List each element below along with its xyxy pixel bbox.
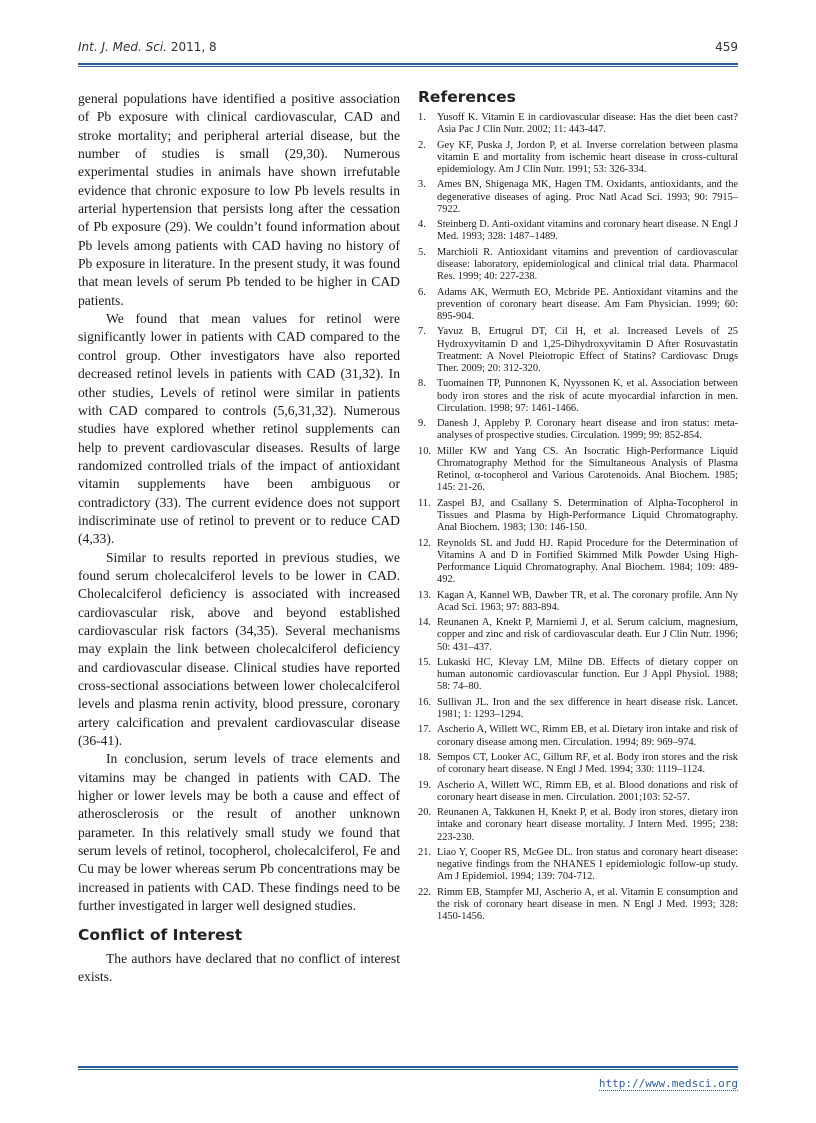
- reference-number: 6.: [418, 286, 426, 298]
- references-column: [418, 88, 738, 927]
- reference-item: [418, 418, 738, 442]
- references-list: [418, 112, 738, 923]
- reference-item: [418, 378, 738, 415]
- reference-item: [418, 140, 738, 177]
- reference-item: [418, 112, 738, 136]
- reference-number: 4.: [418, 219, 426, 231]
- reference-item: [418, 807, 738, 844]
- reference-item: [418, 697, 738, 721]
- references-heading: References: [418, 88, 516, 106]
- conflict-text: The authors have declared that no conflict of interest exists.: [78, 950, 400, 985]
- reference-item: [418, 219, 738, 243]
- reference-item: [418, 498, 738, 535]
- reference-number: 14.: [418, 617, 431, 629]
- body-paragraph-4: In conclusion, serum levels of trace elements and vitamins may be changed in patients with CAD. The higher or lower levels may be both a cause and effect of atherosclerosis or the result of another unknown parameter. In this relatively small study we found that serum levels of retinol, tocopherol, cholecalciferol, Fe and Cu may be lower whereas serum Pb concentrations may be increased in patients with CAD. These findings need to be further investigated in larger well designed studies.: [78, 751, 400, 914]
- reference-text: Ascherio A, Willett WC, Rimm EB, et al. Dietary iron intake and risk of coronary disease among men. Circulation. 1994; 89: 969–974.: [437, 724, 738, 748]
- reference-text: Tuomainen TP, Punnonen K, Nyyssonen K, et al. Association between body iron stores and the risk of acute myocardial infarction in men. Circulation. 1998; 97: 1461-1466.: [437, 378, 738, 414]
- reference-text: Reynolds SL and Judd HJ. Rapid Procedure for the Determination of Vitamins A and D in Fortified Skimmed Milk Powder Using High-Performance Liquid Chromatography. Anal Biochem. 1984; 109: 489-492.: [437, 537, 738, 586]
- journal-website-link[interactable]: http://www.medsci.org: [598, 1077, 738, 1090]
- reference-number: 16.: [418, 696, 431, 708]
- reference-number: 13.: [418, 589, 431, 601]
- header-rule: [78, 63, 738, 67]
- body-paragraph-2: We found that mean values for retinol were significantly lower in patients with CAD compared to the control group. Other investigators have also reported decreased retinol levels in patients with CAD (31,32). In other studies, Levels of retinol were similar in patients with CAD compared to controls (5,6,31,32). Numerous studies have explored whether retinol supplements can help to prevent cardiovascular diseases. Results of large randomized controlled trials of the impact of antioxidant vitamin supplements have been ambiguous or contradictory (33). The current evidence does not support indiscriminate use of retinol to prevent or to reduce CAD (4,33).: [78, 311, 400, 547]
- left-column: [78, 90, 400, 987]
- reference-text: Reunanen A, Knekt P, Marniemi J, et al. Serum calcium, magnesium, copper and zinc and risk of cardiovascular death. Eur J Clin Nutr. 1996; 50: 431–437.: [437, 617, 738, 653]
- reference-number: 10.: [418, 445, 431, 457]
- reference-number: 19.: [418, 779, 431, 791]
- reference-number: 18.: [418, 751, 431, 763]
- reference-number: 9.: [418, 418, 426, 430]
- reference-item: [418, 247, 738, 284]
- body-paragraph-3: Similar to results reported in previous studies, we found serum cholecalciferol levels to be lower in CAD. Cholecalciferol deficiency is associated with increased cardiovascular risk, above and beyond established cardiovascular risk factors (34,35). Several mechanisms may explain the link between cholecalciferol deficiency and cardiovascular disease. Clinical studies have reported cross-sectional associations between lower cholecalciferol levels and plasma renin activity, blood pressure, coronary artery calcification and prevalent cardiovascular disease (36-41).: [78, 549, 400, 749]
- reference-item: [418, 780, 738, 804]
- reference-item: [418, 617, 738, 654]
- reference-item: [418, 326, 738, 375]
- reference-number: 8.: [418, 378, 426, 390]
- reference-number: 20.: [418, 807, 431, 819]
- reference-item: [418, 887, 738, 924]
- reference-text: Rimm EB, Stampfer MJ, Ascherio A, et al. Vitamin E consumption and the risk of coronary heart disease in men. N Engl J Med. 1993; 328: 1450-1456.: [437, 886, 738, 923]
- reference-text: Marchioli R. Antioxidant vitamins and prevention of cardiovascular disease: laboratory, epidemiological and clinical trial data. Pharmacol Res. 1999; 40: 227-238.: [437, 246, 738, 283]
- reference-text: Yusoff K. Vitamin E in cardiovascular disease: Has the diet been cast? Asia Pac J Clin Nutr. 2002; 11: 443-447.: [437, 112, 738, 136]
- reference-text: Kagan A, Kannel WB, Dawber TR, et al. The coronary profile. Ann Ny Acad Sci. 1963; 97: 883-894.: [437, 589, 738, 613]
- reference-text: Sempos CT, Looker AC, Gillum RF, et al. Body iron stores and the risk of coronary heart disease. N Engl J Med. 1994; 330: 1119–1124.: [437, 751, 738, 776]
- reference-number: 17.: [418, 724, 431, 736]
- page-number: 459: [715, 40, 738, 54]
- reference-number: 11.: [418, 497, 431, 509]
- body-paragraph-1: general populations have identified a positive association of Pb exposure with clinical cardiovascular, CAD and stroke mortality; and peripheral arterial disease, but the number of studies is small (29,30). Numerous experimental studies in animals have shown irrefutable evidence that chronic exposure to low Pb levels results in arterial hypertension that persists long after the cessation of Pb exposure (29). We couldn’t found information about Pb levels among patients with CAD having no history of Pb exposure in literature. In the present study, it was found that mean levels of serum Pb tended to be higher in CAD patients.: [78, 91, 400, 308]
- journal-name: Int. J. Med. Sci.: [78, 40, 167, 54]
- reference-text: Adams AK, Wermuth EO, Mcbride PE. Antioxidant vitamins and the prevention of coronary heart disease. Am Fam Physician. 1999; 60: 895-904.: [437, 286, 738, 322]
- reference-number: 22.: [418, 886, 431, 898]
- journal-citation: [78, 40, 217, 54]
- reference-number: 5.: [418, 246, 426, 258]
- journal-year-volume: 2011, 8: [167, 40, 217, 54]
- reference-text: Miller KW and Yang CS. An Isocratic High-Performance Liquid Chromatography Method for the Simultaneous Analysis of Plasma Retinol, α-tocopherol and Various Carotenoids. Anal Biochem. 1985; 145: 21-26.: [437, 445, 738, 494]
- reference-text: Steinberg D. Anti-oxidant vitamins and coronary heart disease. N Engl J Med. 1993; 328: 1487–1489.: [437, 219, 738, 243]
- conflict-heading: Conflict of Interest: [78, 926, 243, 945]
- reference-text: Reunanen A, Takkunen H, Knekt P, et al. Body iron stores, dietary iron intake and coronary heart disease mortality. J Intern Med. 1995; 238: 223-230.: [437, 807, 738, 843]
- page-header: [78, 40, 738, 60]
- reference-item: [418, 752, 738, 776]
- reference-number: 1.: [418, 112, 426, 123]
- reference-number: 15.: [418, 656, 431, 668]
- reference-item: [418, 538, 738, 587]
- reference-number: 3.: [418, 179, 426, 191]
- reference-item: [418, 287, 738, 324]
- reference-item: [418, 657, 738, 694]
- reference-text: Lukaski HC, Klevay LM, Milne DB. Effects of dietary copper on human autonomic cardiovascular function. Eur J Appl Physiol. 1988; 58: 74–80.: [437, 656, 738, 693]
- reference-text: Zaspel BJ, and Csallany S. Determination of Alpha-Tocopherol in Tissues and Plasma by High-Performance Liquid Chromatography. Anal Biochem. 1983; 130: 146-150.: [437, 497, 738, 534]
- reference-text: Gey KF, Puska J, Jordon P, et al. Inverse correlation between plasma vitamin E and mortality from ischemic heart disease in cross-cultural epidemiology. Am J Clin Nutr. 1991; 53: 326-334.: [437, 139, 738, 175]
- reference-item: [418, 446, 738, 495]
- footer-rule: [78, 1066, 738, 1070]
- reference-number: 7.: [418, 326, 426, 338]
- reference-item: [418, 179, 738, 216]
- reference-number: 12.: [418, 537, 431, 549]
- reference-item: [418, 847, 738, 884]
- reference-number: 21.: [418, 846, 431, 858]
- reference-text: Yavuz B, Ertugrul DT, Cil H, et al. Increased Levels of 25 Hydroxyvitamin D and 1,25-Dihydroxyvitamin D After Rosuvastatin Treatment: A Novel Pleiotropic Effect of Statins? Cardiovasc Drugs Ther. 2009; 20: 312-320.: [437, 326, 738, 374]
- reference-text: Liao Y, Cooper RS, McGee DL. Iron status and coronary heart disease: negative findings from the NHANES I epidemiologic follow-up study. Am J Epidemiol. 1994; 139: 704-712.: [437, 846, 738, 883]
- reference-text: Sullivan JL. Iron and the sex difference in heart disease risk. Lancet. 1981; 1: 1293–1294.: [437, 696, 738, 720]
- reference-text: Danesh J, Appleby P. Coronary heart disease and iron status: meta-analyses of prospective studies. Circulation. 1999; 99: 852-854.: [437, 418, 738, 442]
- reference-item: [418, 724, 738, 748]
- reference-text: Ames BN, Shigenaga MK, Hagen TM. Oxidants, antioxidants, and the degenerative diseases of aging. Proc Natl Acad Sci. 1993; 90: 7915–7922.: [437, 179, 738, 215]
- reference-item: [418, 590, 738, 614]
- reference-text: Ascherio A, Willett WC, Rimm EB, et al. Blood donations and risk of coronary heart disease in men. Circulation. 2001;103: 52-57.: [437, 779, 738, 803]
- reference-number: 2.: [418, 139, 426, 151]
